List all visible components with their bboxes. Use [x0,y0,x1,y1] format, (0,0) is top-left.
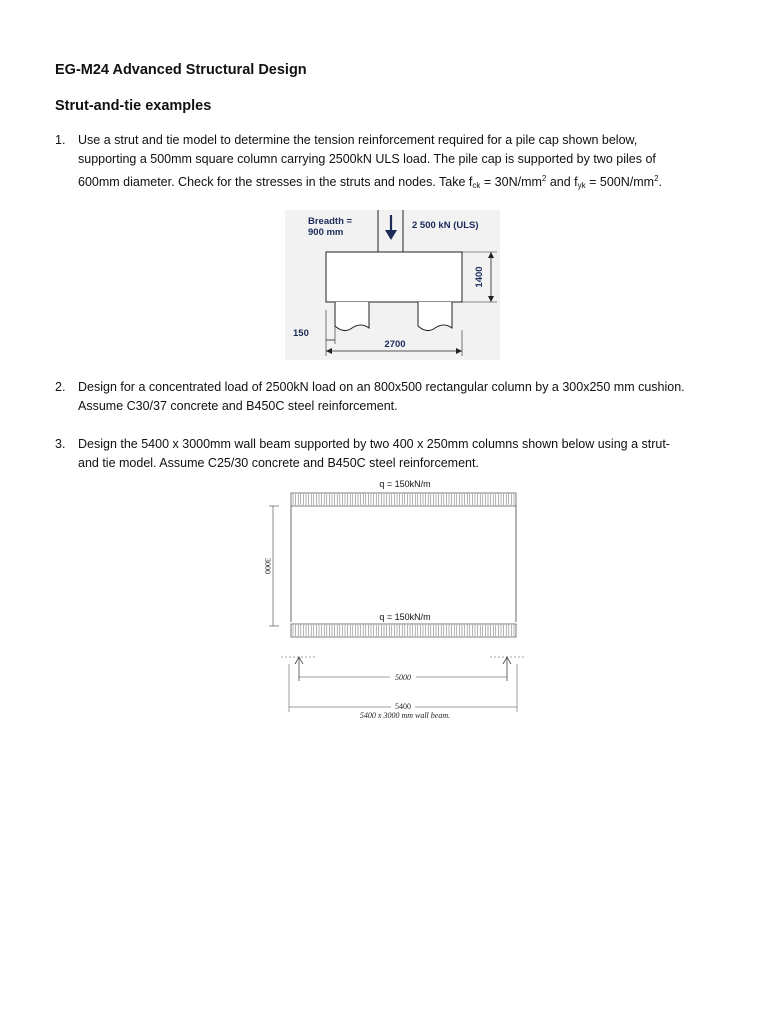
question-3-line-2: and tie model. Assume C25/30 concrete and B450C steel reinforcement. [78,456,479,470]
section-title: Strut-and-tie examples [55,98,212,114]
breadth-label-line-1: Breadth = [308,216,353,227]
pile-cap-labels [290,210,510,350]
bottom-load-strip [291,624,516,637]
top-load-label: q = 150kN/m [379,479,431,489]
top-load-strip [291,493,516,506]
wall-beam-figure [255,476,530,726]
question-1-line-2: supporting a 500mm square column carrying 2500kN ULS load. The pile cap is supported by two piles of [78,152,656,166]
total-span-label: 5400 [395,702,411,711]
inner-span-label: 5000 [395,673,411,682]
height-dim-label: 1400 [474,266,485,288]
course-title: EG-M24 Advanced Structural Design [55,62,307,78]
question-2-line-1: Design for a concentrated load of 2500kN load on an 800x500 rectangular column by a 300x250 mm cushion. [78,380,685,394]
span-dim-label: 2700 [384,339,406,350]
question-1-line-1: Use a strut and tie model to determine the tension reinforcement required for a pile cap shown below, [78,133,638,147]
edge-dim-label: 150 [293,328,309,339]
wall-height-label: 3000 [263,558,272,574]
figure-caption: 5400 x 3000 mm wall beam. [359,711,451,720]
question-1-text [78,131,718,195]
bottom-load-label: q = 150kN/m [379,612,431,622]
load-label: 2 500 kN (ULS) [412,220,479,231]
question-3-number: 3. [55,437,66,451]
question-3-text [78,435,718,473]
question-2-number: 2. [55,380,66,394]
question-3-line-1: Design the 5400 x 3000mm wall beam supported by two 400 x 250mm columns shown below using a strut- [78,437,670,451]
question-1-number: 1. [55,133,66,147]
breadth-label-line-2: 900 mm [308,227,344,238]
question-2-line-2: Assume C30/37 concrete and B450C steel reinforcement. [78,399,398,413]
question-1-line-3: 600mm diameter. Check for the stresses in the struts and nodes. Take $f_{ck} = 30N/mm^2$ and $f_{yk} = 500N/mm^2$. [78,174,663,190]
question-2-text [78,378,718,416]
